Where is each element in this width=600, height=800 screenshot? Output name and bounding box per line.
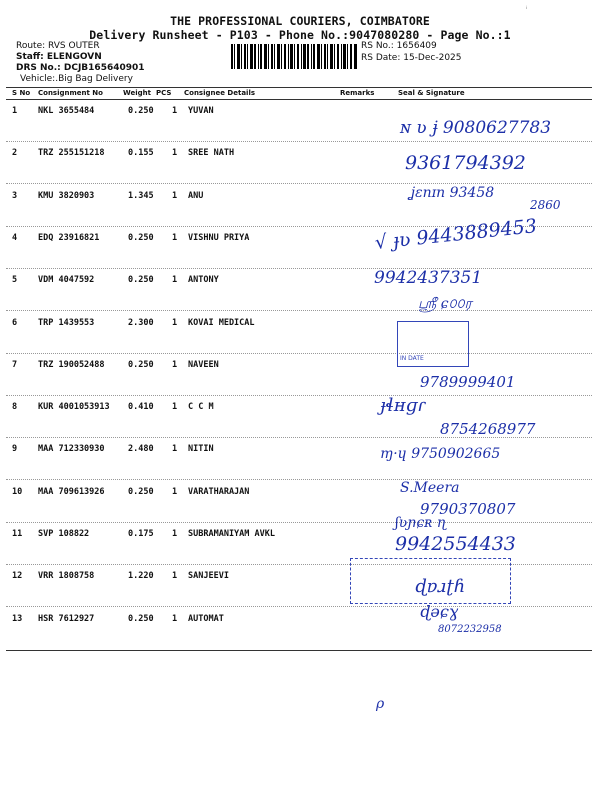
handwritten-phone-5: 9942437351 [374, 268, 483, 288]
row-pcs: 1 [172, 148, 178, 159]
col-header-consignment: Consignment No [38, 89, 103, 97]
row-consignment-no: MAA 712330930 [38, 444, 105, 455]
row-weight: 0.250 [128, 275, 154, 286]
row-sno: 3 [12, 190, 18, 201]
signature-scribble: ஸ்ரீ ɕ௦௦ர [418, 296, 472, 312]
row-pcs: 1 [172, 359, 178, 370]
staff-label: Staff: ELENGOVN [16, 52, 102, 62]
row-sno: 10 [12, 486, 23, 497]
row-consignee: ANTONY [188, 275, 219, 286]
signature-row-3 [410, 185, 494, 201]
row-consignee: YUVAN [188, 106, 214, 116]
handwritten-name-10: S.Meera [400, 480, 460, 496]
signature-row-12 [415, 576, 465, 597]
signature-scribble: ɱ·ɥ [380, 446, 412, 462]
row-consignment-no: KUR 4001053913 [38, 402, 110, 413]
handwritten-phone-1: 9080627783 [442, 118, 552, 138]
row-weight: 0.155 [128, 148, 154, 159]
signature-scribble: √ ɟʋ [373, 227, 418, 254]
row-weight: 2.480 [128, 444, 154, 455]
col-header-pcs: PCS [156, 89, 172, 97]
handwritten-phone-7: 9789999401 [420, 373, 516, 391]
table-row [6, 312, 592, 354]
row-sno: 7 [12, 359, 18, 370]
row-sno: 4 [12, 232, 18, 243]
row-sno: 13 [12, 613, 23, 624]
row-weight: 0.250 [128, 232, 154, 243]
handwritten-phone-8: 8754268977 [440, 420, 536, 438]
signature-row-13b [438, 624, 502, 635]
signature-row-2 [405, 152, 526, 174]
row-consignment-no: VDM 4047592 [38, 275, 95, 286]
signature-scribble: ɴ ʋ ɉ [400, 118, 443, 138]
row-consignment-no: HSR 7612927 [38, 613, 95, 624]
row-pcs: 1 [172, 402, 178, 413]
col-header-seal: Seal & Signature [398, 89, 465, 97]
row-weight: 1.220 [128, 571, 154, 582]
handwritten-phone-2: 9361794392 [405, 152, 526, 174]
handwritten-phone-11: 9942554433 [395, 533, 516, 555]
signature-row-8 [380, 395, 426, 416]
handwritten-phone-10: 9790370807 [420, 500, 516, 518]
row-consignee: SUBRAMANIYAM AVKL [188, 529, 275, 539]
row-sno: 5 [12, 275, 18, 286]
row-weight: 0.175 [128, 529, 154, 539]
rs-number: RS No.: 1656409 [361, 41, 437, 51]
row-consignment-no: VRR 1808758 [38, 571, 95, 582]
signature-scribble: ʝɛnɪn [410, 185, 450, 201]
row-pcs: 1 [172, 613, 178, 624]
drs-number: DRS No.: DCJB165640901 [16, 63, 145, 73]
signature-row-1 [400, 118, 551, 138]
row-consignment-no: TRZ 190052488 [38, 359, 105, 370]
signature-scribble: ɖəɕɣ [420, 602, 459, 621]
table-row [6, 608, 592, 650]
signature-row-11b [395, 533, 516, 555]
signature-row-5 [374, 268, 482, 288]
row-consignee: AUTOMAT [188, 613, 224, 624]
row-sno: 12 [12, 571, 23, 582]
table-row [6, 269, 592, 311]
row-consignment-no: MAA 709613926 [38, 486, 105, 497]
company-title: THE PROFESSIONAL COURIERS, COIMBATORE [170, 14, 430, 28]
row-weight: 0.250 [128, 486, 154, 497]
row-sno: 2 [12, 148, 18, 159]
row-consignee: KOVAI MEDICAL [188, 317, 255, 328]
row-weight: 0.410 [128, 402, 154, 413]
row-consignment-no: KMU 3820903 [38, 190, 95, 201]
row-pcs: 1 [172, 190, 178, 201]
row-consignee: VARATHARAJAN [188, 486, 250, 497]
stray-pen-mark: ρ [376, 696, 385, 712]
row-weight: 2.300 [128, 317, 154, 328]
row-sno: 1 [12, 106, 18, 116]
row-consignment-no: SVP 108822 [38, 529, 90, 539]
row-consignee: SANJEEVI [188, 571, 229, 582]
row-pcs: 1 [172, 444, 178, 455]
row-pcs: 1 [172, 106, 178, 116]
signature-scribble: ɟɬʜɡɾ [380, 395, 426, 416]
signature-scribble: ʃʋɲɕʀ ɳ [395, 515, 447, 531]
row-pcs: 1 [172, 571, 178, 582]
corner-mark: ꜟ [524, 2, 529, 11]
signature-row-11 [395, 515, 446, 531]
row-sno: 11 [12, 529, 23, 539]
row-consignee: NITIN [188, 444, 214, 455]
row-pcs: 1 [172, 317, 178, 328]
row-consignment-no: NKL 3655484 [38, 106, 95, 116]
rs-date: RS Date: 15-Dec-2025 [361, 53, 462, 63]
handwritten-phone-3b: 2860 [530, 198, 561, 212]
route-label: Route: RVS OUTER [16, 41, 100, 51]
barcode-image [231, 44, 357, 69]
row-consignee: NAVEEN [188, 359, 219, 370]
table-bottom-rule [6, 650, 592, 651]
row-weight: 0.250 [128, 106, 154, 116]
row-consignment-no: TRP 1439553 [38, 317, 95, 328]
signature-scribble: ɖɐɹʈɦ [415, 576, 466, 597]
handwritten-phone-4: 9443889453 [415, 215, 538, 250]
signature-row-8b [440, 420, 535, 438]
col-header-consignee: Consignee Details [184, 89, 256, 97]
row-consignee: C C M [188, 402, 214, 413]
row-sno: 8 [12, 402, 18, 413]
table-row [6, 438, 592, 480]
row-pcs: 1 [172, 232, 178, 243]
vehicle-label: Vehicle:.Big Bag Delivery [20, 74, 133, 84]
row-consignment-no: TRZ 255151218 [38, 148, 105, 159]
col-header-remarks: Remarks [340, 89, 375, 97]
row-consignee: ANU [188, 190, 204, 201]
row-weight: 0.250 [128, 613, 154, 624]
row-sno: 9 [12, 444, 18, 455]
row-pcs: 1 [172, 529, 178, 539]
row-weight: 0.250 [128, 359, 154, 370]
signature-row-7 [420, 373, 515, 391]
stamp-in-date-label: IN DATE [400, 355, 424, 362]
row-consignee: VISHNU PRIYA [188, 232, 250, 243]
col-header-weight: Weight [123, 89, 151, 97]
handwritten-phone-13: 8072232958 [438, 624, 502, 635]
row-sno: 6 [12, 317, 18, 328]
signature-row-10a [400, 480, 460, 496]
runsheet-line: Delivery Runsheet - P103 - Phone No.:9047080280 - Page No.:1 [89, 28, 511, 42]
handwritten-phone-3a: 93458 [449, 185, 495, 201]
row-weight: 1.345 [128, 190, 154, 201]
col-header-sno: S No [12, 89, 31, 97]
received-stamp [397, 321, 469, 367]
signature-row-6 [418, 296, 472, 314]
row-pcs: 1 [172, 486, 178, 497]
handwritten-phone-9: 9750902665 [411, 446, 501, 462]
signature-row-3b [530, 198, 561, 212]
row-consignment-no: EDQ 23916821 [38, 232, 100, 243]
signature-row-13 [420, 602, 458, 621]
table-header-top-rule [6, 87, 592, 88]
row-pcs: 1 [172, 275, 178, 286]
signature-row-9 [380, 446, 500, 462]
row-consignee: SREE NATH [188, 148, 235, 159]
